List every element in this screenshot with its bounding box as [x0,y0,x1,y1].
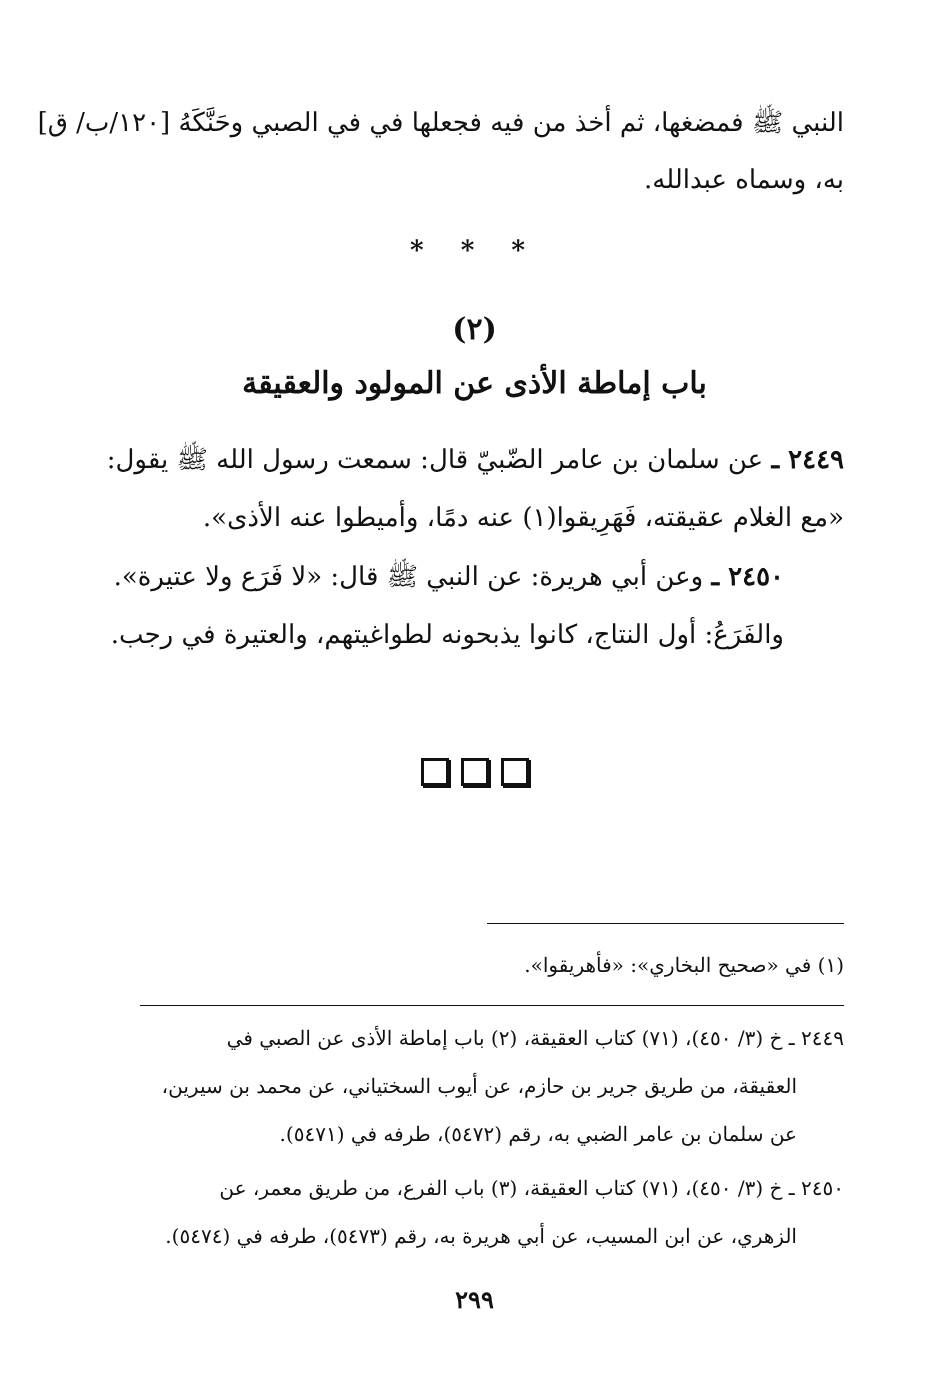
hadith-2450-text: وعن أبي هريرة: عن النبي ﷺ قال: «لا فَرَع ولا عتيرة». [113,562,704,592]
ornament-box [421,758,449,786]
takhrij-2450-line-2: الزهري، عن ابن المسيب، عن أبي هريرة به، رقم (٥٤٧٣)، طرفه في (٥٤٧٤). [165,1224,797,1248]
takhrij-2449-line-1: ٢٤٤٩ ـ خ (٣/ ٤٥٠)، (٧١) كتاب العقيقة، (٢) باب إماطة الأذى عن الصبي في [226,1026,844,1050]
takhrij-2449-line-2: العقيقة، من طريق جرير بن حازم، عن أيوب السختياني، عن محمد بن سيرين، [161,1074,797,1098]
footnote-divider [487,923,844,924]
chapter-number: (٢) [452,312,497,347]
chapter-title: باب إماطة الأذى عن المولود والعقيقة [242,366,707,401]
hadith-number-2450: ٢٤٥٠ ـ [711,562,784,592]
body-line-1: النبي ﷺ فمضغها، ثم أخذ من فيه فجعلها في في الصبي وحَنَّكَهُ [١٢٠/ب/ ق] [37,108,844,138]
hadith-2449-text: عن سلمان بن عامر الضّبيّ قال: سمعت رسول الله ﷺ يقول: [106,445,764,475]
separator-stars: * * * [410,236,539,266]
body-line-2: به، وسماه عبدالله. [644,165,844,195]
ornament-box [461,758,489,786]
takhrij-2450-line-1: ٢٤٥٠ ـ خ (٣/ ٤٥٠)، (٧١) كتاب العقيقة، (٣) باب الفرع، من طريق معمر، عن [219,1176,844,1200]
page-number: ٢٩٩ [455,1285,494,1314]
footnote-1: (١) في «صحيح البخاري»: «فأهريقوا». [524,953,844,977]
hadith-2449-line-1 [105,440,844,480]
section-end-ornament [0,758,949,788]
hadith-2450-line-1 [105,557,784,597]
ornament-box [501,758,529,786]
hadith-2449-line-2: «مع الغلام عقيقته، فَهَرِيقوا(١) عنه دمًا، وأميطوا عنه الأذى». [202,503,844,533]
hadith-2450-line-2: والفَرَعُ: أول النتاج، كانوا يذبحونه لطواغيتهم، والعتيرة في رجب. [110,620,784,650]
takhrij-divider [140,1005,844,1006]
takhrij-2449-line-3: عن سلمان بن عامر الضبي به، رقم (٥٤٧٢)، طرفه في (٥٤٧١). [279,1122,797,1146]
hadith-number-2449: ٢٤٤٩ ـ [771,445,844,475]
